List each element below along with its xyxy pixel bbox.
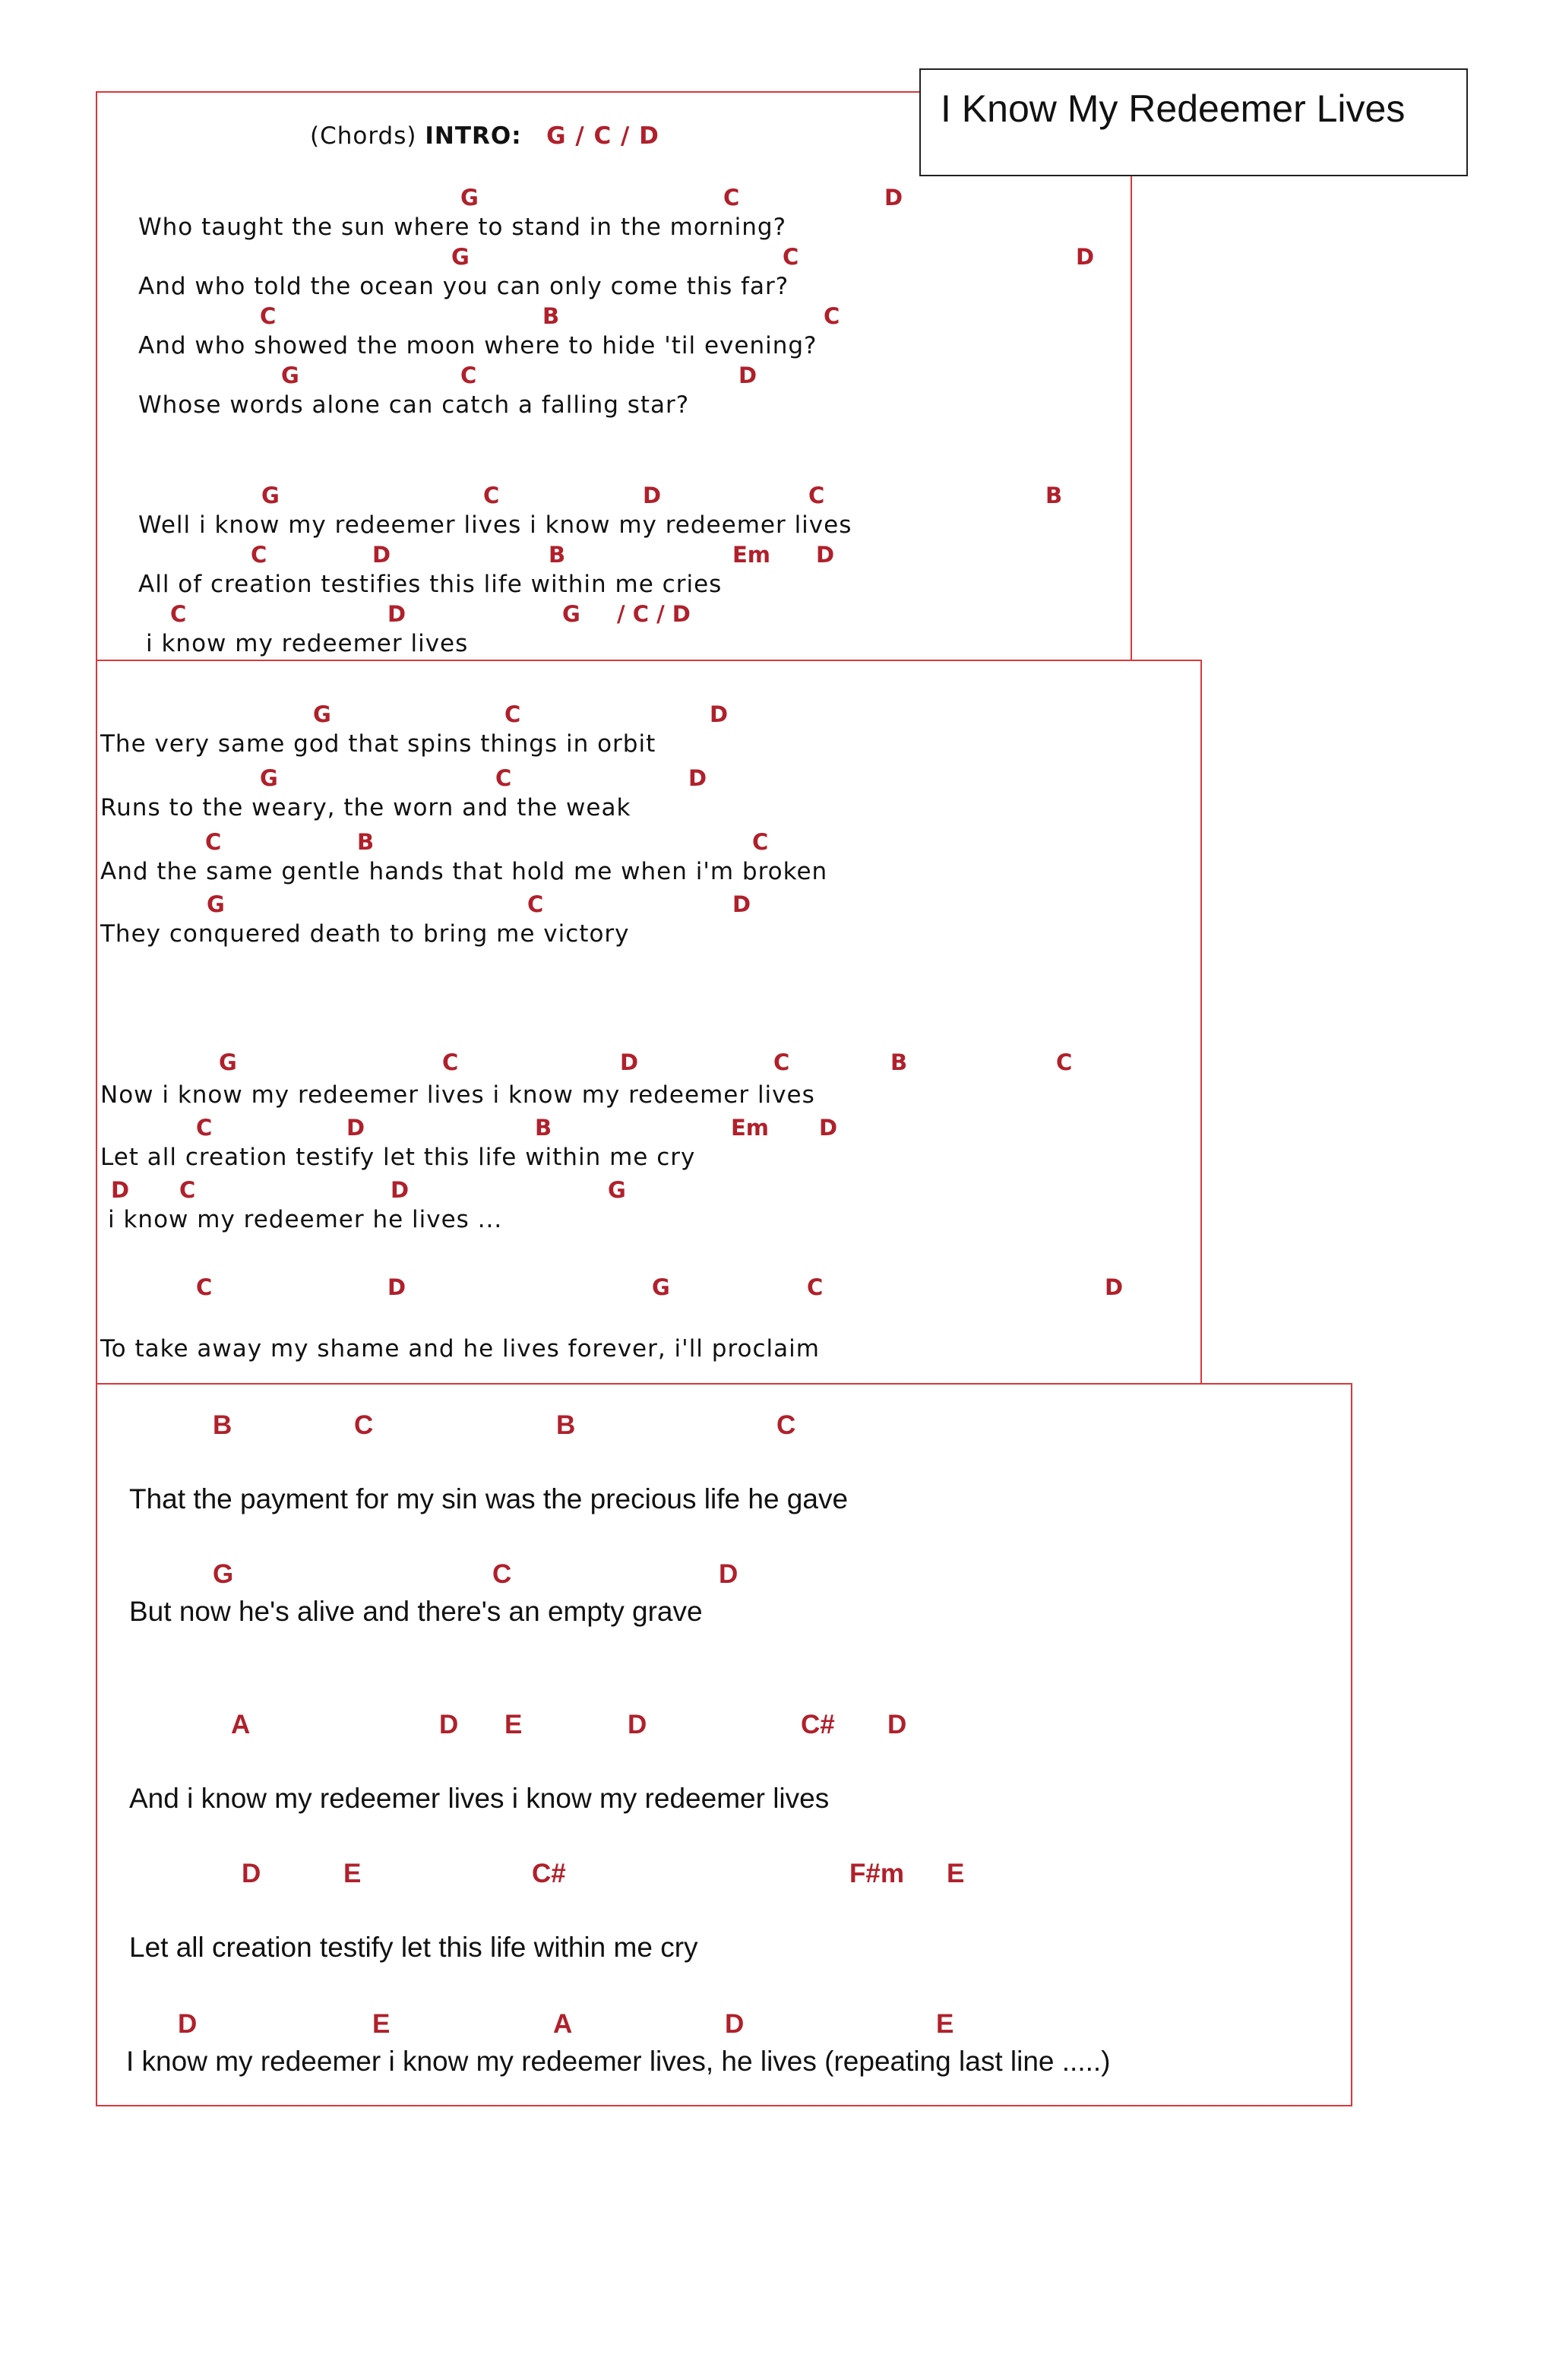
chord: C <box>483 483 500 508</box>
chord: B <box>535 1115 552 1141</box>
chord: G <box>281 362 299 388</box>
intro-keyword: INTRO: <box>425 122 522 150</box>
chord: C <box>808 483 825 508</box>
chord: D <box>816 542 835 568</box>
chord: D <box>111 1177 130 1203</box>
title-box <box>919 68 1468 176</box>
chord: C <box>1056 1049 1073 1075</box>
lyric-line: Let all creation testify let this life within me cry <box>129 1932 698 1963</box>
chord: D <box>387 601 406 627</box>
chord: C <box>492 1559 512 1589</box>
chord: C <box>205 829 222 855</box>
chord: D <box>242 1859 261 1888</box>
chord: C <box>807 1274 824 1300</box>
chord: D <box>732 891 751 917</box>
lyric-line: I know my redeemer i know my redeemer lives, he lives (repeating last line .....) <box>126 2046 1111 2077</box>
chord: G <box>313 701 331 727</box>
chord: G <box>460 185 479 210</box>
chord: D <box>688 765 707 791</box>
chord: D <box>884 185 903 210</box>
chord: D <box>387 1274 406 1300</box>
chord: D <box>710 701 729 727</box>
chord: D <box>719 1559 738 1589</box>
lyric-line: i know my redeemer he lives ... <box>108 1206 503 1233</box>
chord: F#m <box>849 1859 904 1888</box>
intro-label: (Chords) <box>310 122 417 150</box>
lyric-line: Who taught the sun where to stand in the morning? <box>138 214 787 241</box>
page-title: I Know My Redeemer Lives <box>941 87 1406 130</box>
chord: G <box>562 601 580 627</box>
lyric-line: They conquered death to bring me victory <box>100 920 630 948</box>
chord: C <box>783 244 799 270</box>
chord: A <box>231 1710 251 1739</box>
chord: C <box>196 1274 213 1300</box>
lyric-line: And i know my redeemer lives i know my redeemer lives <box>129 1783 830 1814</box>
chord: C <box>824 303 840 329</box>
chord: G <box>261 483 280 508</box>
lyric-line: Well i know my redeemer lives i know my redeemer lives <box>138 511 852 539</box>
chord: D <box>391 1177 410 1203</box>
chord: C <box>504 701 521 727</box>
chord: G <box>219 1049 237 1075</box>
chord: / C / D <box>617 601 691 627</box>
lyric-line: Let all creation testify let this life within me cry <box>100 1144 696 1171</box>
chord: B <box>890 1049 908 1075</box>
chord: E <box>372 2009 391 2039</box>
lyric-line: But now he's alive and there's an empty grave <box>129 1596 703 1627</box>
chord: D <box>819 1115 838 1141</box>
chord: D <box>643 483 662 508</box>
chord: C <box>460 362 477 388</box>
chord: C <box>196 1115 213 1141</box>
lyric-line: That the payment for my sin was the precious life he gave <box>129 1483 849 1514</box>
chord: D <box>439 1710 459 1739</box>
chord: E <box>504 1710 523 1739</box>
lyric-line: To take away my shame and he lives forever, i'll proclaim <box>100 1335 820 1362</box>
chord: C <box>495 765 512 791</box>
chord: G <box>608 1177 626 1203</box>
chord: G <box>451 244 470 270</box>
chord: B <box>542 303 560 329</box>
lyric-line: And who showed the moon where to hide 'til evening? <box>138 332 818 359</box>
lyric-line: Whose words alone can catch a falling star? <box>138 391 690 419</box>
chord: C <box>776 1410 796 1440</box>
chord: D <box>1105 1274 1124 1300</box>
chord: Em <box>731 1115 770 1141</box>
lyric-line: All of creation testifies this life within me cries <box>138 571 723 598</box>
chord: D <box>887 1710 907 1739</box>
chord: D <box>738 362 757 388</box>
chord: B <box>556 1410 576 1440</box>
chord: C <box>527 891 544 917</box>
chord: C <box>251 542 267 568</box>
chord: D <box>1076 244 1095 270</box>
chord: C <box>723 185 740 210</box>
chord: G <box>260 765 278 791</box>
intro-chords: G / C / D <box>546 122 659 150</box>
chord: G <box>652 1274 670 1300</box>
chord: C# <box>801 1710 835 1739</box>
chord: D <box>372 542 391 568</box>
chord: D <box>628 1710 647 1739</box>
chord: C <box>752 829 769 855</box>
lyric-line: Now i know my redeemer lives i know my redeemer lives <box>100 1081 815 1109</box>
chord: B <box>357 829 375 855</box>
chord: C <box>442 1049 459 1075</box>
chord: C <box>773 1049 790 1075</box>
chord: D <box>620 1049 639 1075</box>
chord: C <box>170 601 187 627</box>
chord: E <box>936 2009 954 2039</box>
chord: C <box>179 1177 196 1203</box>
chord: Em <box>732 542 771 568</box>
lyric-line: The very same god that spins things in orbit <box>100 730 656 758</box>
chord: C# <box>532 1859 566 1888</box>
chord: G <box>207 891 225 917</box>
lyric-line: i know my redeemer lives <box>146 630 469 657</box>
lyric-line: And the same gentle hands that hold me when i'm broken <box>100 858 828 885</box>
chord: B <box>549 542 566 568</box>
lyric-line: Runs to the weary, the worn and the weak <box>100 794 631 821</box>
chord: D <box>346 1115 365 1141</box>
chord: D <box>178 2009 198 2039</box>
chord: E <box>947 1859 965 1888</box>
chord: C <box>260 303 277 329</box>
chord: E <box>343 1859 362 1888</box>
chord: B <box>1045 483 1063 508</box>
chord: C <box>354 1410 374 1440</box>
intro-line <box>310 122 659 150</box>
chord: G <box>213 1559 234 1589</box>
chord: A <box>553 2009 573 2039</box>
chord: D <box>725 2009 745 2039</box>
lyric-line: And who told the ocean you can only come this far? <box>138 273 789 300</box>
chord: B <box>213 1410 232 1440</box>
